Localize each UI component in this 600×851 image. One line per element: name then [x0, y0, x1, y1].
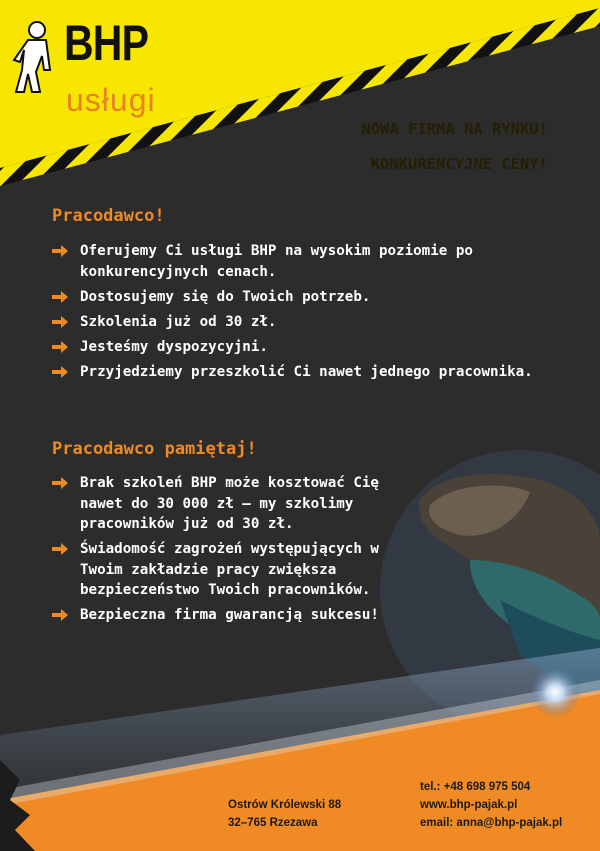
- logo-subtitle: usługi: [66, 82, 156, 118]
- contact-website-link[interactable]: www.bhp-pajak.pl: [420, 799, 518, 811]
- address-street: Ostrów Królewski 88: [228, 799, 342, 811]
- arrow-right-icon: [52, 477, 68, 489]
- list-item: Bezpieczna firma gwarancją sukcesu!: [52, 605, 520, 626]
- contact-email-link[interactable]: email: anna@bhp-pajak.pl: [420, 817, 563, 829]
- arrow-right-icon: [52, 366, 68, 378]
- headline-line-2: KONKURENCYJNE CENY!: [370, 155, 548, 173]
- section-employer-list: [52, 241, 552, 387]
- headline-line-1: NOWA FIRMA NA RYNKU!: [361, 120, 548, 138]
- contact-phone: tel.: +48 698 975 504: [420, 781, 531, 793]
- address-block: [228, 796, 341, 832]
- arrow-right-icon: [52, 291, 68, 303]
- list-item: Przyjedziemy przeszkolić Ci nawet jednego pracownika.: [52, 362, 552, 383]
- list-item: Oferujemy Ci usługi BHP na wysokim poziomie po konkurencyjnych cenach.: [52, 241, 552, 282]
- list-item: Szkolenia już od 30 zł.: [52, 312, 552, 333]
- arrow-right-icon: [52, 609, 68, 621]
- address-city: 32–765 Rzezawa: [228, 817, 318, 829]
- contact-block: [420, 778, 562, 832]
- list-item: Jesteśmy dyspozycyjni.: [52, 337, 552, 358]
- list-item: Brak szkoleń BHP może kosztować Cię nawet do 30 000 zł – my szkolimy pracowników już od 30 zł.: [52, 473, 382, 535]
- list-item: Świadomość zagrożeń występujących w Twoim zakładzie pracy zwiększa bezpieczeństwo Twoich pracowników.: [52, 539, 382, 601]
- section-reminder-title: Pracodawco pamiętaj!: [52, 439, 257, 459]
- section-reminder-list: [52, 473, 382, 630]
- arrow-right-icon: [52, 245, 68, 257]
- section-employer-title: Pracodawco!: [52, 206, 165, 226]
- arrow-right-icon: [52, 543, 68, 555]
- arrow-right-icon: [52, 316, 68, 328]
- arrow-right-icon: [52, 341, 68, 353]
- list-item: Dostosujemy się do Twoich potrzeb.: [52, 287, 552, 308]
- logo-brand: BHP: [64, 15, 149, 71]
